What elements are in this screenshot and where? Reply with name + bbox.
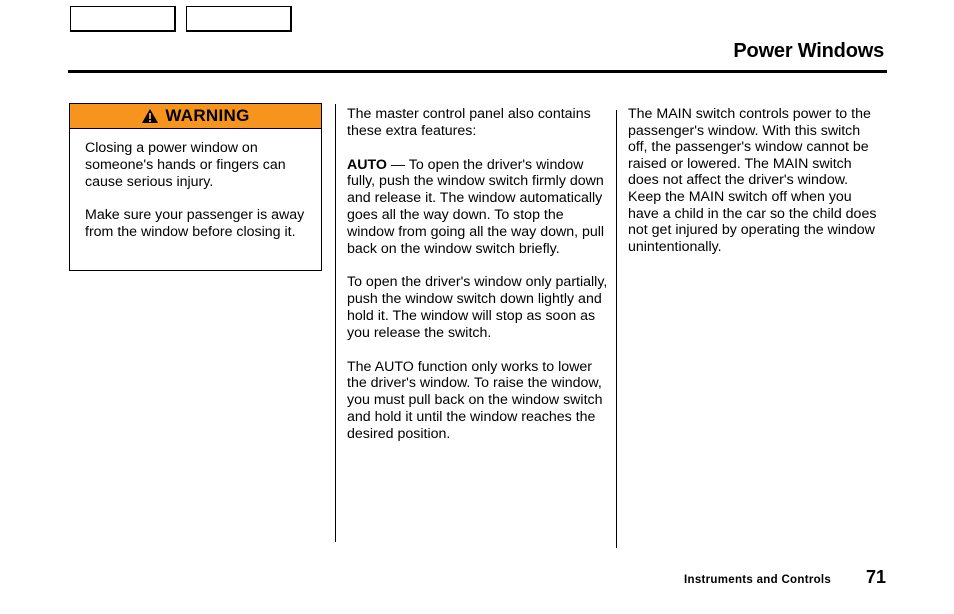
footer-section-name: Instruments and Controls — [684, 574, 832, 586]
nav-tab-previous[interactable] — [70, 6, 176, 32]
column-divider — [335, 104, 336, 542]
column-right — [628, 106, 883, 255]
auto-description: — To open the driver's window fully, push the window switch firmly down and release it. The window automatically goes all the way down. To stop the window from going all the way down, pull back on the window switch briefly. — [347, 156, 605, 257]
auto-term: AUTO — [347, 156, 387, 173]
warning-paragraph: Make sure your passenger is away from the window before closing it. — [85, 207, 305, 240]
partial-open-paragraph: To open the driver's window only partially, push the window switch down lightly and hold it. The window will stop as soon as you release the switch. — [347, 274, 608, 341]
page-number: 71 — [865, 567, 886, 587]
column-divider — [616, 110, 617, 548]
header-divider — [68, 70, 887, 73]
warning-title: WARNING — [165, 106, 250, 125]
auto-paragraph — [347, 157, 609, 258]
page-title: Power Windows — [733, 40, 884, 62]
intro-paragraph: The master control panel also contains these extra features: — [347, 106, 591, 139]
warning-box — [69, 103, 322, 271]
nav-tab-next[interactable] — [186, 6, 292, 32]
warning-header — [70, 104, 321, 129]
column-middle — [347, 106, 609, 460]
main-switch-paragraph: The MAIN switch controls power to the passenger's window. With this switch off, the passenger's window cannot be raised or lowered. The MAIN switch does not affect the driver's window. Keep the MAIN switch off when you have a child in the car so the child does not get injured by operating the window unintentionally. — [628, 106, 877, 255]
warning-body — [70, 129, 321, 241]
warning-paragraph: Closing a power window on someone's hands or fingers can cause serious injury. — [85, 140, 286, 190]
auto-function-paragraph: The AUTO function only works to lower the driver's window. To raise the window, you must pull back on the window switch and hold it until the window reaches the desired position. — [347, 358, 603, 442]
warning-triangle-icon — [141, 108, 159, 124]
